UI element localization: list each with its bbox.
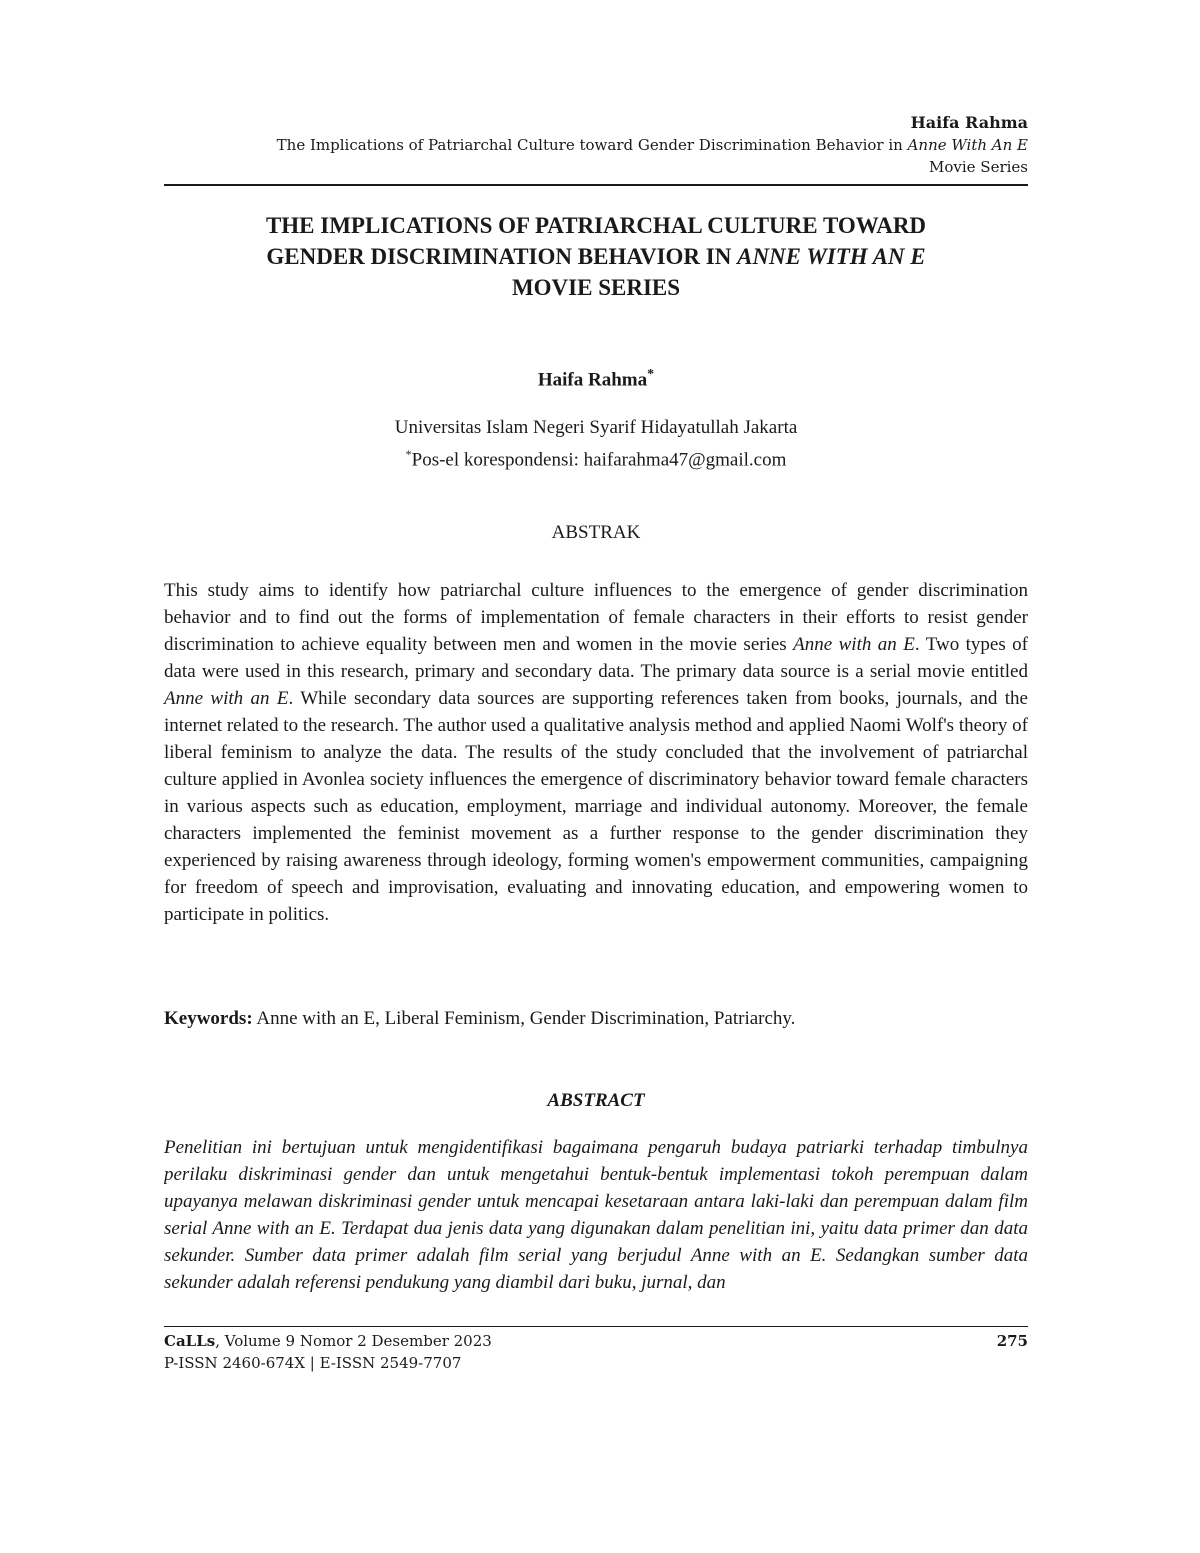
running-head	[164, 112, 1028, 178]
author-name	[164, 367, 1028, 391]
title-line-2-plain: GENDER DISCRIMINATION BEHAVIOR IN	[266, 244, 738, 269]
title-line-2	[164, 241, 1028, 272]
footer-issn: P-ISSN 2460-674X | E-ISSN 2549-7707	[164, 1354, 462, 1372]
abstrak-part-3: . While secondary data sources are supporting references taken from books, journals, and the internet related to the research. The author used a qualitative analysis method and applied Naomi Wolf's theory of liberal feminism to analyze the data. The results of the study concluded that the involvement of patriarchal culture applied in Avonlea society influences the emergence of discriminatory behavior toward female characters in various aspects such as education, employment, marriage and individual autonomy. Moreover, the female characters implemented the feminist movement as a further response to the gender discrimination they experienced by raising awareness through ideology, forming women's empowerment communities, campaigning for freedom of speech and improvisation, evaluating and innovating education, and empowering women to participate in politics.	[164, 688, 1028, 925]
affiliation-institution: Universitas Islam Negeri Syarif Hidayatullah Jakarta	[394, 417, 798, 438]
keywords-label: Keywords:	[164, 1008, 253, 1029]
header-divider	[164, 184, 1028, 186]
abstract-body: Penelitian ini bertujuan untuk mengidentifikasi bagaimana pengaruh budaya patriarki terhadap timbulnya perilaku diskriminasi gender dan untuk mengetahui bentuk-bentuk implementasi tokoh perempuan dalam upayanya melawan diskriminasi gender untuk mencapai kesetaraan antara laki-laki dan perempuan dalam film serial Anne with an E. Terdapat dua jenis data yang digunakan dalam penelitian ini, yaitu data primer dan data sekunder. Sumber data primer adalah film serial yang berjudul Anne with an E. Sedangkan sumber data sekunder adalah referensi pendukung yang diambil dari buku, jurnal, dan	[164, 1137, 1028, 1293]
footer-divider	[164, 1326, 1028, 1327]
title-line-3: MOVIE SERIES	[511, 275, 681, 300]
page-number: 275	[996, 1332, 1028, 1350]
abstrak-part-2: . Two types of data were used in this research, primary and secondary data. The primary data source is a serial movie entitled	[164, 634, 1028, 682]
affiliation-contact: Pos-el korespondensi: haifarahma47@gmail.com	[411, 449, 787, 471]
abstrak-italic-2: Anne with an E	[164, 688, 289, 709]
affiliation-mark: *	[405, 447, 412, 461]
running-head-author: Haifa Rahma	[910, 113, 1028, 132]
title-line-1: THE IMPLICATIONS OF PATRIARCHAL CULTURE TOWARD	[265, 213, 927, 238]
abstract-heading: ABSTRACT	[547, 1090, 645, 1111]
abstrak-part-1: This study aims to identify how patriarchal culture influences to the emergence of gender discrimination behavior and to find out the forms of implementation of female characters in their efforts to resist gender discrimination to achieve equality between men and women in the movie series	[164, 580, 1028, 655]
title-line-2-italic: ANNE WITH AN E	[737, 244, 926, 269]
running-head-title-italic: Anne With An E	[907, 136, 1028, 154]
keywords-text: Anne with an E, Liberal Feminism, Gender Discrimination, Patriarchy.	[252, 1008, 796, 1029]
paper-title	[164, 210, 1028, 303]
footer-journal: CaLLs	[164, 1332, 216, 1350]
running-head-title	[164, 134, 1028, 156]
affiliation-contact-line	[164, 441, 1028, 473]
affiliation	[164, 414, 1028, 473]
author-mark: *	[647, 367, 655, 382]
footer-journal-line	[164, 1330, 1028, 1352]
running-head-title-plain: The Implications of Patriarchal Culture toward Gender Discrimination Behavior in	[276, 136, 908, 154]
abstrak-italic-1: Anne with an E	[793, 634, 915, 655]
running-head-title-line2: Movie Series	[928, 158, 1028, 176]
abstrak-heading: ABSTRAK	[551, 522, 641, 543]
footer-volume: , Volume 9 Nomor 2 Desember 2023	[215, 1332, 492, 1350]
author-name-text: Haifa Rahma	[537, 369, 648, 391]
abstrak-body	[164, 577, 1028, 928]
keywords	[164, 1008, 1028, 1030]
page-footer	[164, 1330, 1028, 1374]
